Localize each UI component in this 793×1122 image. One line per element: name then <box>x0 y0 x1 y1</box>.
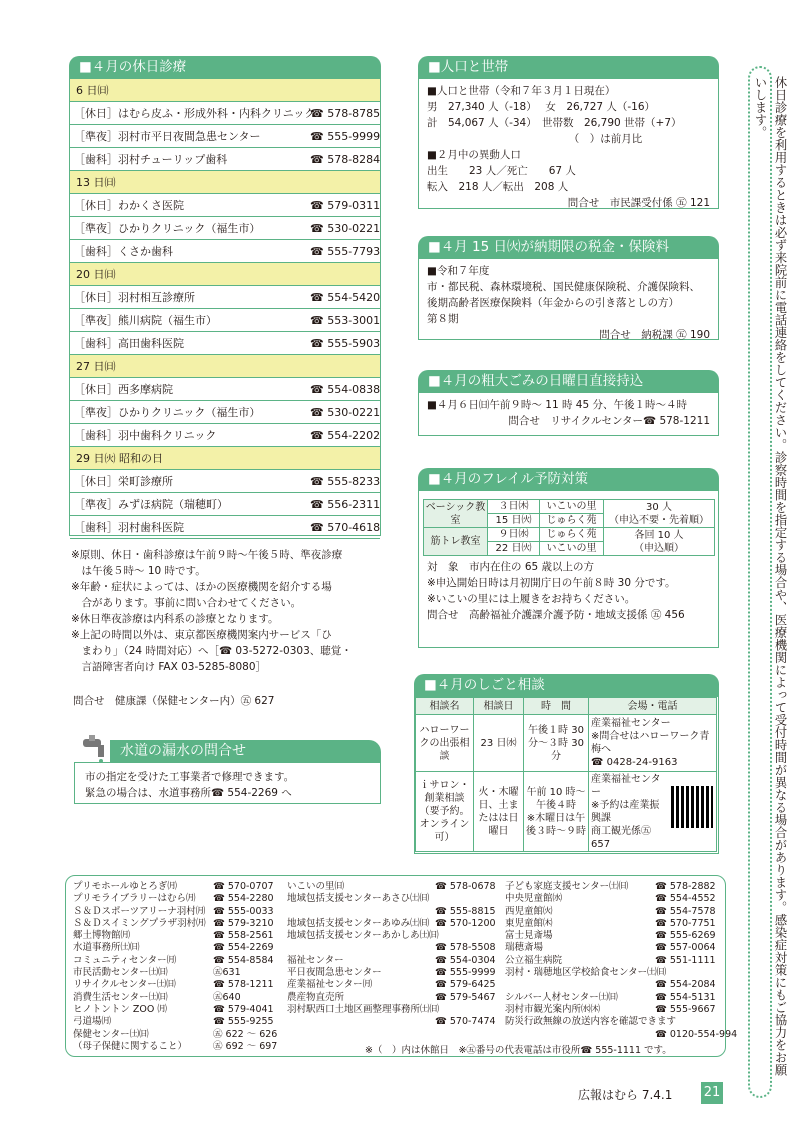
directory-tel: ☎ 554-8584 <box>213 954 274 966</box>
clinic-name: ［準夜］熊川病院（福生市） <box>74 314 217 327</box>
directory-name: 子ども家庭支援センター㈯㈰ <box>505 881 629 892</box>
directory-row <box>287 942 495 954</box>
directory-name: リサイクルセンター㈯㈰ <box>73 979 176 991</box>
directory-row <box>73 1028 278 1041</box>
frail-date: 22 日㈫ <box>488 542 540 556</box>
holiday-notes <box>71 547 391 675</box>
clinic-name: ［休日］はむら皮ふ・形成外科・内科クリニック <box>74 107 316 120</box>
directory-row <box>287 955 495 967</box>
directory-row <box>287 992 495 1004</box>
directory-row <box>73 967 273 979</box>
garbage-title: ■４月の粗大ごみの日曜日直接持込 <box>418 370 719 392</box>
directory-row <box>73 992 273 1004</box>
clinic-tel: ☎ 530-0221 <box>310 406 381 419</box>
directory-row <box>287 1016 495 1028</box>
directory-tel: ☎ 554-2269 <box>213 942 274 954</box>
holiday-clinic-row <box>70 240 380 263</box>
frail-line: 対 象 市内在住の 65 歳以上の方 <box>427 561 595 573</box>
clinic-tel: ☎ 554-2202 <box>310 429 381 442</box>
side-notice: 休日診療を利用するときは必ず来院前に電話連絡をしてください。診察時間を指定する場合や、医療機関によって受付時間が異なる場合があります。感染症対策にもご協力をお願いします。 <box>748 66 772 1098</box>
directory-name: コミュニティセンター㈪ <box>73 954 177 966</box>
water-title: 水道の漏水の問合せ <box>110 740 381 762</box>
directory-tel: ☎ 551-1111 <box>655 954 716 966</box>
directory-name: Ｓ＆Ｄスポーツアリーナ羽村㈪ <box>73 905 206 917</box>
directory-tel: ☎ 579-5467 <box>435 991 496 1003</box>
holiday-clinic-row <box>70 378 380 401</box>
directory-name: 消費生活センター㈯㈰ <box>73 991 168 1003</box>
garbage-line: ■４月６日㈰午前９時～ 11 時 45 分、午後１時～４時 <box>427 399 687 411</box>
clinic-name: ［歯科］くさか歯科 <box>74 245 173 258</box>
clinic-name: ［準夜］ひかりクリニック（福生市） <box>74 222 261 235</box>
note-line: まわり」（24 時間対応）へ［☎ 03-5272-0303、聴覚・ <box>71 645 352 657</box>
directory-tel: ☎ 570-7751 <box>655 917 716 929</box>
directory-name: 平日夜間急患センター <box>287 967 382 979</box>
frail-title: ■４月のフレイル予防対策 <box>418 468 719 490</box>
directory-row <box>73 1040 278 1053</box>
holiday-clinic-row <box>70 516 380 539</box>
directory-tel: ☎ 555-6269 <box>655 930 716 942</box>
directory-tel: ☎ 555-9999 <box>435 967 496 979</box>
population-line: （ ）は前月比 <box>427 133 643 145</box>
directory-tel: ☎ 578-2882 <box>655 881 716 892</box>
directory-row <box>505 979 719 991</box>
directory-name: 福祉センター <box>287 954 344 966</box>
job-date: 火・木曜日、土またはは日曜日 <box>474 772 524 852</box>
holiday-clinic-row <box>70 332 380 355</box>
directory-row <box>287 918 495 930</box>
directory-col-2 <box>287 881 495 1029</box>
directory-name: 地域包括支援センターあゆみ㈯㈰ <box>287 917 430 929</box>
holiday-clinic-row <box>70 217 380 240</box>
tax-line: ■令和７年度 <box>427 265 490 277</box>
frail-venue: じゅらく苑 <box>540 528 604 542</box>
population-box <box>418 78 719 209</box>
directory-name: Ｓ＆Ｄスイミングプラザ羽村㈪ <box>73 917 206 929</box>
directory-col-3 <box>505 881 738 1041</box>
clinic-name: ［休日］栄町診療所 <box>74 475 173 488</box>
directory-tel: ☎ 555-9667 <box>655 1003 716 1015</box>
directory-name: 産業福祉センター㈪ <box>287 979 373 991</box>
directory-name: プリモライブラリーはむら㈪ <box>73 893 196 905</box>
directory-row <box>505 893 719 905</box>
population-line: ■２月中の異動人口 <box>427 149 521 161</box>
population-line: ■人口と世帯（令和７年３月１日現在） <box>427 85 616 97</box>
directory-row <box>505 906 719 918</box>
frail-line: ※申込開始日時は月初開庁日の午前８時 30 分です。 <box>427 577 676 589</box>
job-table <box>415 697 717 852</box>
tax-line: 市・都民税、森林環境税、国民健康保険税、介護保険料、 <box>427 281 700 293</box>
directory-tel: ㊄ 622 ～ 626 <box>213 1028 278 1040</box>
clinic-name: ［休日］西多摩病院 <box>74 383 173 396</box>
directory-tel: ☎ 555-8815 <box>435 905 496 917</box>
directory-tel: ☎ 578-1211 <box>213 979 274 991</box>
job-name: ｉサロン・創業相談（要予約。オンライン可） <box>416 772 474 852</box>
directory-name: 公立福生病院 <box>505 954 563 966</box>
water-box <box>74 762 381 804</box>
clinic-tel: ☎ 570-4618 <box>310 521 381 534</box>
frail-venue: いこいの里 <box>540 542 604 556</box>
directory-name: 富士見斎場 <box>505 930 553 942</box>
directory-tel: ☎ 557-0064 <box>655 942 716 954</box>
directory-row <box>505 1028 738 1041</box>
directory-row <box>287 893 495 905</box>
garbage-contact: 問合せ リサイクルセンター☎ 578-1211 <box>508 415 710 427</box>
directory-name: 中央児童館㈬ <box>505 893 563 905</box>
frail-date: 15 日㈫ <box>488 514 540 528</box>
note-line: ※上記の時間以外は、東京都医療機関案内サービス「ひ <box>71 629 332 641</box>
directory-tel: ☎ 554-2280 <box>213 893 274 905</box>
directory-col-1 <box>73 881 278 1053</box>
directory-tel: ☎ 570-0707 <box>213 881 274 892</box>
clinic-tel: ☎ 578-8785 <box>310 107 381 120</box>
holiday-day: 13 日㈰ <box>70 171 380 194</box>
population-contact: 問合せ 市民課受付係 ㊄ 121 <box>567 197 710 209</box>
directory-tel: ☎ 554-2084 <box>655 979 716 991</box>
note-line: 言語障害者向け FAX 03-5285-8080］ <box>71 661 267 673</box>
holiday-title: ■４月の休日診療 <box>69 56 381 78</box>
population-line: 出生 23 人／死亡 67 人 <box>427 165 576 177</box>
job-date: 23 日㈬ <box>474 715 524 772</box>
water-line-1: 市の指定を受けた工事業者で修理できます。 <box>85 771 295 783</box>
population-line: 転入 218 人／転出 208 人 <box>427 181 569 193</box>
holiday-clinic-row <box>70 470 380 493</box>
directory-row <box>505 930 719 942</box>
job-title: ■４月のしごと相談 <box>414 674 719 696</box>
clinic-name: ［歯科］羽村歯科医院 <box>74 521 184 534</box>
clinic-tel: ☎ 530-0221 <box>310 222 381 235</box>
holiday-clinic-row <box>70 424 380 447</box>
directory-name: 羽村市観光案内所㈬㈭ <box>505 1003 601 1015</box>
directory-tel: ☎ 555-0033 <box>213 905 274 917</box>
frail-line: ※いこいの里には上履きをお持ちください。 <box>427 593 636 605</box>
holiday-day: 6 日㈰ <box>70 79 380 102</box>
holiday-clinic-row <box>70 125 380 148</box>
tax-line: 後期高齢者医療保険料（年金からの引き落としの方） <box>427 297 679 309</box>
job-head: 相談名 <box>416 698 474 715</box>
directory-name: 地域包括支援センターあさひ㈯㈰ <box>287 893 430 905</box>
clinic-name: ［準夜］みずほ病院（瑞穂町） <box>74 498 228 511</box>
clinic-tel: ☎ 554-5420 <box>310 291 381 304</box>
directory-name: 防災行政無線の放送内容を確認できます <box>505 1016 677 1028</box>
directory-tel: ☎ 555-9255 <box>213 1016 274 1028</box>
directory-row <box>505 881 719 893</box>
directory-row <box>287 979 495 991</box>
directory-name: 弓道場㈪ <box>73 1016 112 1028</box>
directory-row <box>73 1004 273 1016</box>
clinic-name: ［休日］わかくさ医院 <box>74 199 184 212</box>
job-venue: 産業福祉センター ※問合せはハローワーク青梅へ ☎ 0428-24-9163 <box>589 715 717 772</box>
directory-row <box>73 1016 273 1028</box>
water-icon <box>80 733 110 763</box>
frail-basic: ベーシック教室 <box>424 500 488 528</box>
tax-line: 第８期 <box>427 313 459 325</box>
directory-tel: ☎ 579-3210 <box>213 917 274 929</box>
holiday-day: 20 日㈰ <box>70 263 380 286</box>
job-venue: 産業福祉センター ※予約は産業振興課 商工観光係㊄657 <box>589 772 717 852</box>
directory-row <box>505 955 719 967</box>
frail-basic-cap: 30 人 （申込不要・先着順） <box>604 500 715 528</box>
job-head: 相談日 <box>474 698 524 715</box>
job-head: 時 間 <box>524 698 589 715</box>
frail-muscle-cap: 各回 10 人 （申込順） <box>604 528 715 556</box>
frail-venue: じゅらく苑 <box>540 514 604 528</box>
frail-contact: 問合せ 高齢福祉介護課介護予防・地域支援係 ㊄ 456 <box>427 609 685 621</box>
directory-row <box>505 918 719 930</box>
directory-tel: ㊄ 692 ～ 697 <box>213 1040 278 1052</box>
tax-box <box>418 258 719 340</box>
directory-tel: ☎ 554-4552 <box>655 893 716 905</box>
directory-row <box>287 906 495 918</box>
holiday-clinic-row <box>70 194 380 217</box>
directory-tel: ☎ 570-1200 <box>435 917 496 929</box>
directory-tel: ☎ 554-5131 <box>655 991 716 1003</box>
directory-tel: ☎ 578-5508 <box>435 942 496 954</box>
water-line-2: 緊急の場合は、水道事務所☎ 554-2269 へ <box>85 787 292 799</box>
holiday-clinic-row <box>70 286 380 309</box>
directory-row <box>287 930 495 942</box>
directory-name: いこいの里㈰ <box>287 881 345 892</box>
directory-name: 郷土博物館㈪ <box>73 930 131 942</box>
directory-name: シルバー人材センター㈯㈰ <box>505 991 618 1003</box>
note-line: ※原則、休日・歯科診療は午前９時～午後５時、準夜診療 <box>71 549 343 561</box>
directory-name: 水道事務所㈯㈰ <box>73 942 140 954</box>
directory-name: 農産物直売所 <box>287 991 345 1003</box>
qr-code-icon[interactable] <box>671 786 713 828</box>
clinic-tel: ☎ 555-8233 <box>310 475 381 488</box>
note-line: 合があります。事前に問い合わせてください。 <box>71 597 302 609</box>
directory-row <box>287 881 495 893</box>
directory-name: 瑞穂斎場 <box>505 942 544 954</box>
job-time: 午前 10 時～午後４時 ※木曜日は午後３時～９時 <box>524 772 589 852</box>
directory-name: 地域包括支援センターあかしあ㈯㈰ <box>287 930 439 942</box>
clinic-tel: ☎ 556-2311 <box>310 498 381 511</box>
directory-name: 羽村駅西口土地区画整理事務所㈯㈰ <box>287 1003 440 1015</box>
tax-contact: 問合せ 納税課 ㊄ 190 <box>599 329 710 341</box>
holiday-contact: 問合せ 健康課（保健センター内）㊄ 627 <box>73 695 275 707</box>
clinic-tel: ☎ 555-5903 <box>310 337 381 350</box>
note-line: ※休日準夜診療は内科系の診療となります。 <box>71 613 279 625</box>
frail-box <box>418 490 719 648</box>
garbage-box <box>418 392 719 436</box>
frail-muscle: 筋トレ教室 <box>424 528 488 556</box>
clinic-name: ［休日］羽村相互診療所 <box>74 291 195 304</box>
clinic-name: ［準夜］羽村市平日夜間急患センター <box>74 130 261 143</box>
directory-row <box>287 967 495 979</box>
directory-footnote: ※（ ）内は休館日 ※㊄番号の代表電話は市役所☎ 555-1111 です。 <box>365 1045 672 1056</box>
frail-table <box>423 499 715 556</box>
clinic-tel: ☎ 555-7793 <box>310 245 381 258</box>
directory-tel: ㊄631 <box>213 967 241 979</box>
job-head: 会場・電話 <box>589 698 717 715</box>
directory-tel: ☎ 579-4041 <box>213 1003 274 1015</box>
directory-tel: ☎ 578-0678 <box>435 881 496 892</box>
clinic-tel: ☎ 554-0838 <box>310 383 381 396</box>
holiday-clinic-row <box>70 102 380 125</box>
holiday-clinic-row <box>70 148 380 171</box>
clinic-name: ［歯科］羽村チューリップ歯科 <box>74 153 228 166</box>
directory-name: プリモホールゆとろぎ㈪ <box>73 881 177 892</box>
directory-tel: ☎ 0120-554-994 <box>655 1028 738 1040</box>
frail-date: ３日㈭ <box>488 500 540 514</box>
directory-name: ヒノトントン ZOO ㈪ <box>73 1003 167 1015</box>
holiday-clinic-row <box>70 401 380 424</box>
directory-tel: ☎ 558-2561 <box>213 930 274 942</box>
directory-row <box>73 930 273 942</box>
population-line: 男 27,340 人（-18） 女 26,727 人（-16） <box>427 101 656 113</box>
directory-tel: ☎ 570-7474 <box>435 1016 496 1028</box>
frail-venue: いこいの里 <box>540 500 604 514</box>
job-box <box>414 696 719 854</box>
population-title: ■人口と世帯 <box>418 56 719 78</box>
clinic-tel: ☎ 579-0311 <box>310 199 381 212</box>
directory-row <box>73 906 273 918</box>
clinic-tel: ☎ 553-3001 <box>310 314 381 327</box>
clinic-name: ［歯科］羽中歯科クリニック <box>74 429 217 442</box>
tax-title: ■４月 15 日㈫が納期限の税金・保険料 <box>418 236 719 258</box>
footer-paper: 広報はむら 7.4.1 <box>578 1088 673 1102</box>
directory-row <box>73 881 273 893</box>
page-number: 21 <box>701 1082 723 1104</box>
directory-row <box>73 942 273 954</box>
holiday-clinic-row <box>70 493 380 516</box>
holiday-day: 29 日㈫ 昭和の日 <box>70 447 380 470</box>
directory-row <box>73 893 273 905</box>
holiday-day: 27 日㈰ <box>70 355 380 378</box>
directory-name: 西児童館㈫ <box>505 905 553 917</box>
directory-tel: ☎ 579-6425 <box>435 979 496 991</box>
directory-tel: ☎ 554-7578 <box>655 905 716 917</box>
directory-row <box>505 1004 719 1016</box>
directory-name: （母子保健に関すること） <box>73 1040 188 1052</box>
directory-row <box>287 1004 495 1016</box>
note-line: は午後５時～ 10 時です。 <box>71 565 206 577</box>
clinic-name: ［歯科］高田歯科医院 <box>74 337 184 350</box>
frail-date: ９日㈬ <box>488 528 540 542</box>
directory-name: 羽村・瑞穂地区学校給食センター㈯㈰ <box>505 967 667 979</box>
directory-row <box>73 979 273 991</box>
job-time: 午後１時 30 分～３時 30 分 <box>524 715 589 772</box>
directory-row <box>505 967 719 979</box>
directory-row <box>505 1016 719 1028</box>
holiday-table <box>69 78 381 536</box>
directory-row <box>73 918 273 930</box>
population-line: 計 54,067 人（-34） 世帯数 26,790 世帯（+7） <box>427 117 682 129</box>
directory-row <box>505 992 719 1004</box>
note-line: ※年齢・症状によっては、ほかの医療機関を紹介する場 <box>71 581 332 593</box>
directory-name: 市民活動センター㈯㈰ <box>73 967 168 979</box>
directory-name: 東児童館㈭ <box>505 917 553 929</box>
clinic-tel: ☎ 555-9999 <box>310 130 381 143</box>
directory-row <box>73 955 273 967</box>
directory-row <box>505 942 719 954</box>
job-name: ハローワークの出張相談 <box>416 715 474 772</box>
clinic-name: ［準夜］ひかりクリニック（福生市） <box>74 406 261 419</box>
directory-tel: ☎ 554-0304 <box>435 954 496 966</box>
holiday-clinic-row <box>70 309 380 332</box>
clinic-tel: ☎ 578-8284 <box>310 153 381 166</box>
directory-name: 保健センター㈯㈰ <box>73 1028 149 1040</box>
directory-tel: ㊄640 <box>213 991 241 1003</box>
